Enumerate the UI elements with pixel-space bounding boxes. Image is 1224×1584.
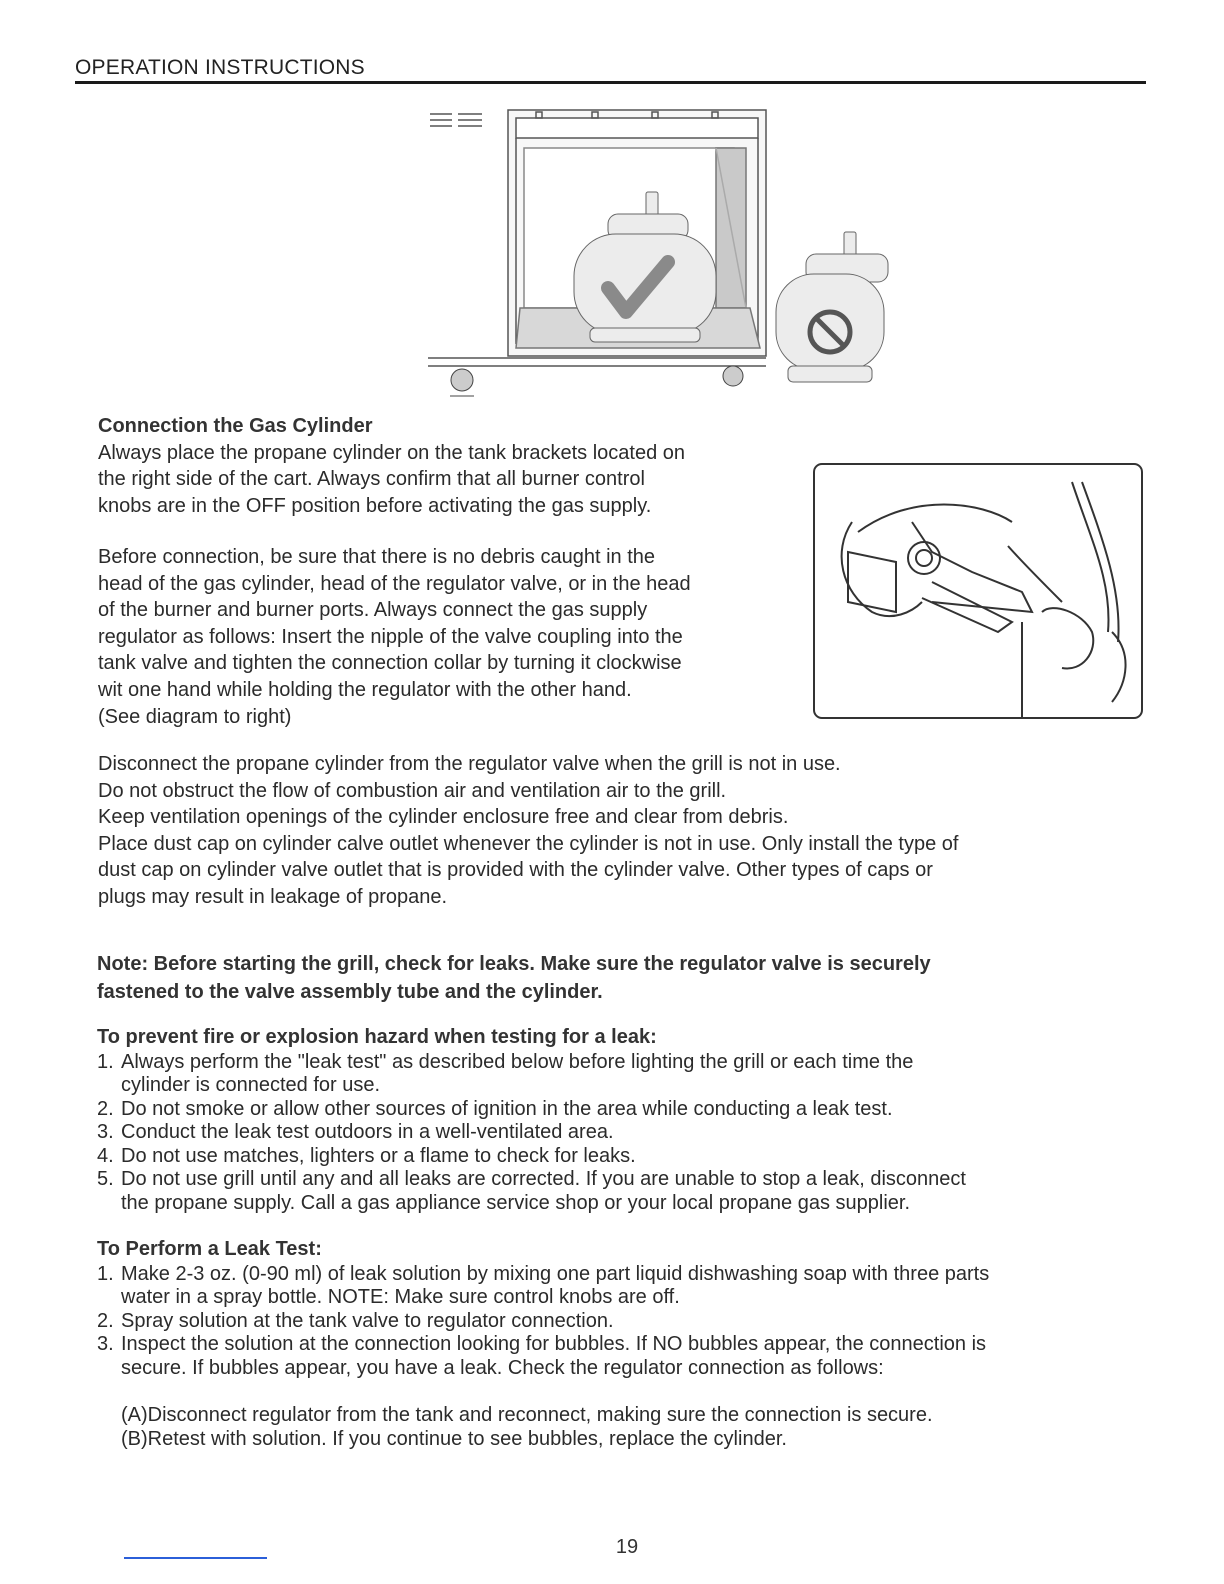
text-line: Disconnect the propane cylinder from the regulator valve when the grill is not in use.	[98, 753, 841, 775]
text-line: wit one hand while holding the regulator with the other hand.	[98, 678, 632, 701]
text-line: regulator as follows: Insert the nipple of the valve coupling into the	[98, 625, 683, 648]
note-line: Note: Before starting the grill, check for leaks. Make sure the regulator valve is securely	[97, 953, 931, 975]
text-line: head of the gas cylinder, head of the regulator valve, or in the head	[98, 572, 691, 595]
cart-illustration	[420, 108, 890, 408]
note-block	[97, 950, 1167, 1006]
note-line: fastened to the valve assembly tube and the cylinder.	[97, 981, 603, 1003]
text-line: Do not obstruct the flow of combustion air and ventilation air to the grill.	[98, 779, 727, 802]
text-line: the right side of the cart. Always confirm that all burner control	[98, 468, 645, 491]
leak-test-heading: To Perform a Leak Test:	[97, 1238, 322, 1260]
propane-cylinder-wrong	[776, 232, 888, 382]
list-item: 2. Do not smoke or allow other sources of ignition in the area while conducting a leak test.	[97, 1097, 893, 1120]
connection-para-1	[98, 440, 808, 520]
text-line: Always place the propane cylinder on the tank brackets located on	[98, 441, 686, 464]
regulator-diagram	[812, 462, 1144, 722]
prevent-list	[97, 1051, 1177, 1216]
list-item: 3. Conduct the leak test outdoors in a well-ventilated area.	[97, 1121, 614, 1143]
list-item: 3. Inspect the solution at the connection looking for bubbles. If NO bubbles appear, the connection is secure. If bubbles appear, you have a leak. Check the regulator connection as follows:	[97, 1333, 987, 1379]
text-line: Place dust cap on cylinder calve outlet whenever the cylinder is not in use. Only install the type of	[98, 832, 959, 855]
page-number: 19	[615, 1536, 639, 1558]
header-title: OPERATION INSTRUCTIONS	[75, 56, 365, 79]
sub-item: (B)Retest with solution. If you continue to see bubbles, replace the cylinder.	[121, 1427, 787, 1450]
prevent-heading: To prevent fire or explosion hazard when testing for a leak:	[97, 1026, 657, 1048]
footer-divider	[124, 1557, 267, 1559]
text-line: Keep ventilation openings of the cylinder enclosure free and clear from debris.	[98, 806, 789, 829]
text-line: knobs are in the OFF position before activating the gas supply.	[98, 494, 652, 517]
caster-left	[450, 369, 474, 396]
text-line: Before connection, be sure that there is no debris caught in the	[98, 546, 656, 568]
leak-test-section	[97, 1238, 1187, 1451]
text-line: (See diagram to right)	[98, 705, 292, 728]
text-line: of the burner and burner ports. Always connect the gas supply	[98, 599, 648, 622]
text-line: plugs may result in leakage of propane.	[98, 885, 448, 908]
leak-test-list	[97, 1263, 1187, 1381]
list-item: 2. Spray solution at the tank valve to regulator connection.	[97, 1309, 614, 1332]
list-item: 4. Do not use matches, lighters or a flame to check for leaks.	[97, 1144, 636, 1167]
connection-heading: Connection the Gas Cylinder	[98, 415, 373, 437]
page-header	[75, 56, 1146, 84]
caster-right	[723, 366, 743, 386]
connection-para-3	[98, 751, 1158, 911]
list-item: 5. Do not use grill until any and all leaks are corrected. If you are unable to stop a leak, disconnect the propane supply. Call a gas appliance service shop or your local propane gas supplier.	[97, 1168, 966, 1214]
text-line: dust cap on cylinder valve outlet that is provided with the cylinder valve. Other types of caps or	[98, 859, 933, 882]
leak-test-sub-items	[97, 1404, 1187, 1451]
prevent-section	[97, 1026, 1177, 1215]
list-item: 1. Make 2-3 oz. (0-90 ml) of leak solution by mixing one part liquid dishwashing soap with three parts water in a spray bottle. NOTE: Make sure control knobs are off.	[97, 1262, 990, 1308]
text-line: tank valve and tighten the connection collar by turning it clockwise	[98, 652, 682, 675]
list-item: 1. Always perform the "leak test" as described below before lighting the grill or each time the cylinder is connected for use.	[97, 1050, 914, 1096]
connection-para-2	[98, 544, 808, 730]
sub-item: (A)Disconnect regulator from the tank and reconnect, making sure the connection is secure.	[121, 1404, 933, 1426]
connection-section	[98, 413, 808, 519]
